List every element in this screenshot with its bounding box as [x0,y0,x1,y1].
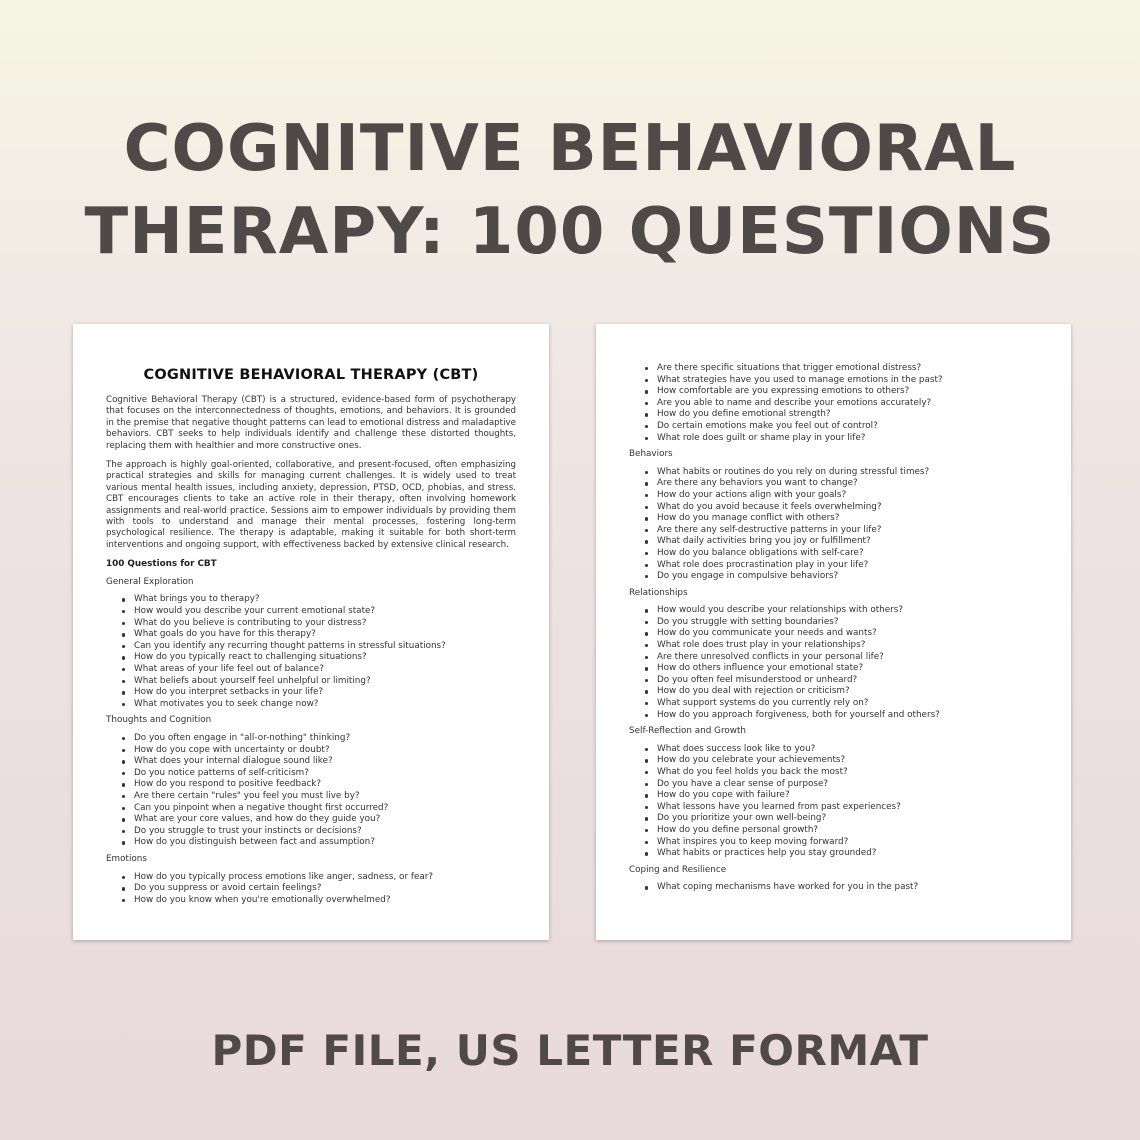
question-item: How do you cope with failure? [645,790,1038,802]
question-item: What motivates you to seek change now? [122,699,516,711]
question-item: What lessons have you learned from past experiences? [645,802,1038,814]
question-item: How do you define emotional strength? [645,409,1038,421]
question-item: What habits or routines do you rely on during stressful times? [645,467,1038,479]
question-item: How do you cope with uncertainty or doubt? [122,745,516,757]
question-item: Do you struggle to trust your instincts or decisions? [122,826,516,838]
section-heading-behaviors: Behaviors [629,449,673,460]
question-item: How do you interpret setbacks in your life? [122,687,516,699]
question-item: What strategies have you used to manage emotions in the past? [645,375,1038,387]
question-item: How do you manage conflict with others? [645,513,1038,525]
intro-paragraph-2: The approach is highly goal-oriented, collaborative, and present-focused, often emphasizing practical strategies and skills for managing current challenges. It is widely used to treat various mental health issues, including anxiety, depression, PTSD, OCD, phobias, and stress. CBT encourages clients to take an active role in their therapy, often involving homework assignments and real-world practice. Sessions aim to empower individuals by providing them with tools to understand and manage their mental processes, fostering long-term psychological resilience. The therapy is adaptable, making it suitable for both short-term interventions and ongoing support, with effectiveness backed by extensive clinical research. [106,460,516,550]
section-heading-relationships: Relationships [629,587,688,598]
question-item: What goals do you have for this therapy? [122,629,516,641]
section-heading-general-exploration: General Exploration [106,576,194,587]
question-item: What daily activities bring you joy or fulfillment? [645,536,1038,548]
document-page-2 [596,324,1071,940]
question-item: Are you able to name and describe your emotions accurately? [645,398,1038,410]
question-item: What habits or practices help you stay grounded? [645,848,1038,860]
question-item: What does your internal dialogue sound like? [122,756,516,768]
intro-paragraph-1: Cognitive Behavioral Therapy (CBT) is a structured, evidence-based form of psychotherapy that focuses on the interconnectedness of thoughts, emotions, and behaviors. It is grounded in the premise that negative thought patterns can lead to emotional distress and maladaptive behaviors. CBT seeks to help individuals identify and challenge these distorted thoughts, replacing them with healthier and more constructive ones. [106,395,516,451]
headline [0,108,1140,274]
question-item: Do you engage in compulsive behaviors? [645,571,1038,583]
question-list-behaviors [629,467,1038,583]
right-page-sections [629,449,1038,894]
question-item: Are there any self-destructive patterns in your life? [645,525,1038,537]
question-item: Are there unresolved conflicts in your personal life? [645,652,1038,664]
question-item: What do you avoid because it feels overwhelming? [645,502,1038,514]
question-item: How do you distinguish between fact and assumption? [122,837,516,849]
question-item: Are there specific situations that trigger emotional distress? [645,363,1038,375]
document-title: COGNITIVE BEHAVIORAL THERAPY (CBT) [143,367,479,383]
question-item: How do you celebrate your achievements? [645,755,1038,767]
question-item: Do you often engage in "all-or-nothing" thinking? [122,733,516,745]
question-item: How do you balance obligations with self-care? [645,548,1038,560]
question-item: What do you feel holds you back the most? [645,767,1038,779]
question-item: What are your core values, and how do they guide you? [122,814,516,826]
left-page-sections [106,577,516,906]
question-list-emotions-continued [629,363,1038,444]
question-list-emotions [106,872,516,907]
question-item: What role does guilt or shame play in your life? [645,433,1038,445]
question-item: Do you suppress or avoid certain feelings? [122,883,516,895]
question-list-general-exploration [106,594,516,710]
question-item: What brings you to therapy? [122,594,516,606]
question-item: How comfortable are you expressing emotions to others? [645,386,1038,398]
question-item: How do you typically react to challenging situations? [122,652,516,664]
question-item: How do others influence your emotional state? [645,663,1038,675]
question-item: How do you deal with rejection or criticism? [645,686,1038,698]
question-item: What does success look like to you? [645,744,1038,756]
question-item: Do you often feel misunderstood or unheard? [645,675,1038,687]
question-list-thoughts-and-cognition [106,733,516,849]
section-heading-thoughts-and-cognition: Thoughts and Cognition [106,715,212,726]
question-item: What beliefs about yourself feel unhelpful or limiting? [122,676,516,688]
question-item: How would you describe your current emotional state? [122,606,516,618]
question-item: What coping mechanisms have worked for you in the past? [645,882,1038,894]
question-list-relationships [629,605,1038,721]
question-item: Do you have a clear sense of purpose? [645,779,1038,791]
question-item: What do you believe is contributing to your distress? [122,618,516,630]
question-item: How would you describe your relationships with others? [645,605,1038,617]
question-item: Can you identify any recurring thought patterns in stressful situations? [122,641,516,653]
question-item: How do you typically process emotions like anger, sadness, or fear? [122,872,516,884]
question-item: How do you respond to positive feedback? [122,779,516,791]
format-caption: PDF FILE, US LETTER FORMAT [211,1026,929,1075]
question-item: Do you struggle with setting boundaries? [645,617,1038,629]
question-item: Do you prioritize your own well-being? [645,813,1038,825]
question-item: How do your actions align with your goals? [645,490,1038,502]
question-item: How do you communicate your needs and wants? [645,628,1038,640]
question-item: How do you know when you're emotionally overwhelmed? [122,895,516,907]
question-item: Are there certain "rules" you feel you must live by? [122,791,516,803]
section-heading-coping-and-resilience: Coping and Resilience [629,864,727,875]
question-item: What role does trust play in your relationships? [645,640,1038,652]
question-item: Do certain emotions make you feel out of control? [645,421,1038,433]
question-item: How do you define personal growth? [645,825,1038,837]
question-item: What areas of your life feel out of balance? [122,664,516,676]
question-list-self-reflection-and-growth [629,744,1038,860]
section-heading-self-reflection-and-growth: Self-Reflection and Growth [629,726,746,737]
questions-heading: 100 Questions for CBT [106,559,217,570]
question-item: Do you notice patterns of self-criticism? [122,768,516,780]
headline-line-1: COGNITIVE BEHAVIORAL [123,112,1017,186]
question-item: What support systems do you currently rely on? [645,698,1038,710]
document-page-1 [73,324,549,940]
question-item: What inspires you to keep moving forward? [645,837,1038,849]
question-item: How do you approach forgiveness, both for yourself and others? [645,710,1038,722]
headline-line-2: THERAPY: 100 QUESTIONS [84,195,1056,269]
section-heading-emotions: Emotions [106,853,147,864]
question-list-coping-and-resilience [629,882,1038,894]
question-item: Are there any behaviors you want to change? [645,478,1038,490]
question-item: What role does procrastination play in your life? [645,560,1038,572]
question-item: Can you pinpoint when a negative thought first occurred? [122,803,516,815]
